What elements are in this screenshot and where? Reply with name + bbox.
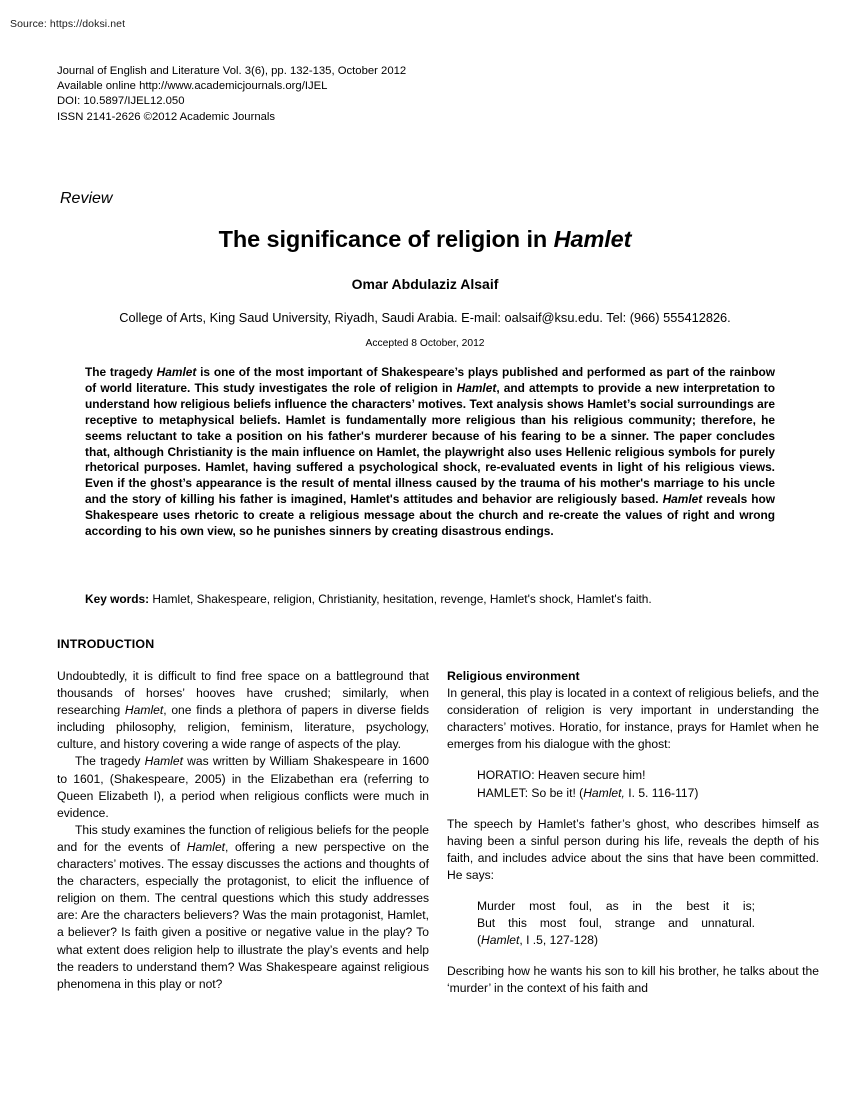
paragraph-intro-2-italic: Hamlet (144, 754, 183, 769)
paragraph-religious-3: Describing how he wants his son to kill his brother, he talks about the ‘murder’ in the context of his faith and (447, 964, 819, 996)
quote-line-hamlet-italic: Hamlet, (583, 785, 625, 800)
author-affiliation: College of Arts, King Saud University, Riyadh, Saudi Arabia. E-mail: oalsaif@ksu.edu. Tel: (966) 555412826. (119, 310, 731, 325)
paragraph-religious-1: In general, this play is located in a context of religious beliefs, and the consideration of religion is very important in understanding the characters’ motives. Horatio, for instance, prays for Hamlet when he emerges from his dialogue with the ghost: (447, 686, 819, 752)
body-column-right (447, 668, 819, 998)
paragraph-intro-1-italic: Hamlet (124, 703, 164, 718)
article-type-label: Review (60, 190, 113, 207)
paragraph-intro-2-a: The tragedy (75, 754, 145, 769)
abstract-italic-2: Hamlet (456, 380, 497, 395)
section-heading-introduction: INTRODUCTION (57, 637, 155, 651)
paragraph-intro-3-italic: Hamlet (186, 839, 226, 854)
accepted-date: Accepted 8 October, 2012 (365, 338, 485, 349)
section-heading-religious-environment: Religious environment (447, 669, 580, 683)
quote-line-hamlet (477, 785, 819, 802)
paragraph-intro-1-a: Undoubtedly, it is difficult to find free space on a battleground that thousands of horses’ hooves have crushed; similarly, when researching (57, 669, 429, 718)
keywords-label: Key words: (85, 592, 150, 606)
masthead-line-journal: Journal of English and Literature Vol. 3(6), pp. 132-135, October 2012 (57, 65, 407, 77)
paragraph-intro-3 (57, 822, 429, 993)
quote-line-murder-1: Murder most foul, as in the best it is; (477, 899, 755, 914)
author-name: Omar Abdulaziz Alsaif (351, 276, 499, 292)
masthead-line-url: Available online http://www.academicjournals.org/IJEL (57, 80, 328, 93)
abstract-italic-1: Hamlet (156, 365, 197, 379)
quote-line-murder-citation (477, 932, 755, 949)
title-italic-word: Hamlet (553, 226, 632, 252)
body-column-left (57, 668, 429, 993)
keywords-line (85, 592, 775, 608)
quote-line-hamlet-b: I. 5. 116-117) (624, 785, 699, 800)
quote-line-hamlet-a: HAMLET: So be it! ( (477, 785, 584, 800)
paragraph-intro-2-b: was written by William Shakespeare in 1600 to 1601, (Shakespeare, 2005) in the Elizabethan era (referring to Queen Elizabeth I), a period when religious conflicts were much in evidence. (57, 754, 429, 820)
paragraph-intro-3-a: This study examines the function of religious beliefs for the people and for the events of (57, 822, 429, 854)
quote-block-murder-most-foul (477, 898, 819, 949)
abstract-text (85, 365, 775, 540)
title-text: The significance of religion in (218, 226, 554, 252)
quote-line-murder-2: But this most foul, strange and unnatural. (477, 916, 755, 931)
abstract-part-2: is one of the most important of Shakespeare’s plays published and performed as part of the rainbow of world literature. This study investigates the role of religion in (85, 365, 775, 395)
paragraph-intro-1-b: , one finds a plethora of papers in diverse fields including philosophy, religion, feminism, literature, psychology, culture, and history covering a wide range of aspects of the play. (57, 703, 429, 752)
paragraph-intro-2 (57, 753, 429, 821)
journal-masthead (57, 64, 406, 125)
quote-citation-ref: , I .5, 127-128) (519, 933, 599, 948)
abstract-part-1: The tragedy (85, 365, 157, 379)
quote-block-horatio-hamlet (477, 767, 819, 801)
quote-line-horatio: HORATIO: Heaven secure him! (477, 768, 646, 783)
quote-citation-open: ( (477, 933, 482, 948)
masthead-line-issn: ISSN 2141-2626 ©2012 Academic Journals (57, 110, 276, 123)
paragraph-intro-1 (57, 668, 429, 753)
abstract-part-3: , and attempts to provide a new interpretation to understand how religious beliefs influence the characters’ motives. Text analysis shows Hamlet’s social surroundings are receptive to metaphysical beliefs. Hamlet is fundamentally more religious than his religious community; therefore, he seems reluctant to take a position on his father's murderer because of his fearing to be a sinner. The paper concludes that, although Christianity is the main influence on Hamlet, the playwright also uses Hellenic religious symbols for purely rhetorical purposes. Hamlet, having suffered a psychological shock, re-evaluated events in light of his religious views. Even if the ghost’s appearance is the result of mental illness caused by the trauma of his mother's marriage to his uncle and the story of killing his father is imagined, Hamlet's attitudes and behavior are religiously based. (85, 380, 775, 507)
quote-citation-italic: Hamlet (481, 933, 520, 948)
page-title (0, 226, 850, 253)
paragraph-intro-3-b: , offering a new perspective on the characters’ motives. The essay discusses the actions and thoughts of the characters, especially the protagonist, to elicit the influence of religion on them. The central questions which this study addresses are: Are the characters believers? Was the main protagonist, Hamlet, a believer? Is faith given a positive or negative value in the play? To what extent does religion help to illustrate the play’s events and help the readers to understand them? Was Shakespeare against religious phenomena in this play or not? (57, 839, 429, 991)
source-watermark: Source: https://doksi.net (10, 18, 126, 30)
paragraph-religious-2: The speech by Hamlet’s father’s ghost, who describes himself as having been a sinful person during his life, reveals the depth of his faith, and includes advice about the sins that have been committed. He says: (447, 816, 819, 882)
abstract-part-4: reveals how Shakespeare uses rhetoric to create a religious message about the church and re-create the values of right and wrong according to his own view, so he punishes sinners by creating disastrous endings. (85, 492, 775, 539)
abstract-italic-3: Hamlet (662, 492, 703, 507)
masthead-line-doi: DOI: 10.5897/IJEL12.050 (57, 95, 185, 108)
keywords-value: Hamlet, Shakespeare, religion, Christianity, hesitation, revenge, Hamlet's shock, Hamlet's faith. (149, 592, 652, 606)
